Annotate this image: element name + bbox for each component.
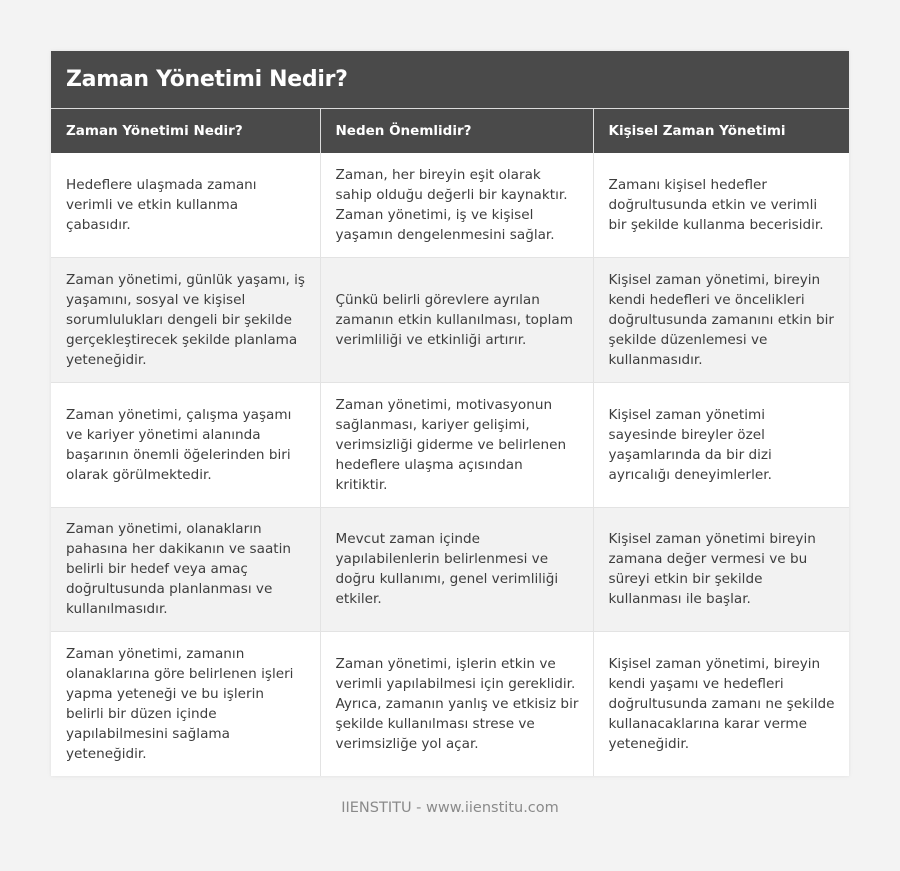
table-title: Zaman Yönetimi Nedir? [51,51,849,109]
table-row [51,507,849,631]
table-cell: Kişisel zaman yönetimi, bireyin kendi hedefleri ve öncelikleri doğrultusunda zamanını etkin bir şekilde düzenlemesi ve kullanmasıdır. [593,257,849,382]
table-cell: Çünkü belirli görevlere ayrılan zamanın etkin kullanılması, toplam verimliliği ve etkinliği artırır. [320,257,593,382]
table-cell: Zaman yönetimi, çalışma yaşamı ve kariyer yönetimi alanında başarının önemli öğelerinden biri olarak görülmektedir. [51,382,320,507]
table-row [51,631,849,776]
comparison-table [51,109,849,776]
header-row [51,109,849,153]
column-header-definition: Zaman Yönetimi Nedir? [51,109,320,153]
table-cell: Zaman, her bireyin eşit olarak sahip olduğu değerli bir kaynaktır. Zaman yönetimi, iş ve kişisel yaşamın dengelenmesini sağlar. [320,153,593,257]
table-cell: Zamanı kişisel hedefler doğrultusunda etkin ve verimli bir şekilde kullanma becerisidir. [593,153,849,257]
table-cell: Zaman yönetimi, zamanın olanaklarına göre belirlenen işleri yapma yeteneği ve bu işlerin belirli bir düzen içinde yapılabilmesini sağlama yeteneğidir. [51,631,320,776]
table-row [51,257,849,382]
table-cell: Kişisel zaman yönetimi bireyin zamana değer vermesi ve bu süreyi etkin bir şekilde kullanması ile başlar. [593,507,849,631]
column-header-importance: Neden Önemlidir? [320,109,593,153]
table-row [51,153,849,257]
table-card [51,51,849,776]
table-cell: Zaman yönetimi, işlerin etkin ve verimli yapılabilmesi için gereklidir. Ayrıca, zamanın yanlış ve etkisiz bir şekilde kullanılması strese ve verimsizliğe yol açar. [320,631,593,776]
table-cell: Zaman yönetimi, günlük yaşamı, iş yaşamını, sosyal ve kişisel sorumlulukları dengeli bir şekilde gerçekleştirecek şekilde planlama yeteneğidir. [51,257,320,382]
table-cell: Zaman yönetimi, motivasyonun sağlanması, kariyer gelişimi, verimsizliği giderme ve belirlenen hedeflere ulaşma açısından kritiktir. [320,382,593,507]
column-header-personal: Kişisel Zaman Yönetimi [593,109,849,153]
table-cell: Mevcut zaman içinde yapılabilenlerin belirlenmesi ve doğru kullanımı, genel verimliliği etkiler. [320,507,593,631]
table-row [51,382,849,507]
table-cell: Hedeflere ulaşmada zamanı verimli ve etkin kullanma çabasıdır. [51,153,320,257]
table-cell: Zaman yönetimi, olanakların pahasına her dakikanın ve saatin belirli bir hedef veya amaç doğrultusunda planlanması ve kullanılmasıdır. [51,507,320,631]
footer-credit: IIENSTITU - www.iienstitu.com [341,800,559,816]
table-cell: Kişisel zaman yönetimi, bireyin kendi yaşamı ve hedefleri doğrultusunda zamanı ne şekilde kullanacaklarına karar verme yeteneğidir. [593,631,849,776]
table-cell: Kişisel zaman yönetimi sayesinde bireyler özel yaşamlarında da bir dizi ayrıcalığı deneyimlerler. [593,382,849,507]
